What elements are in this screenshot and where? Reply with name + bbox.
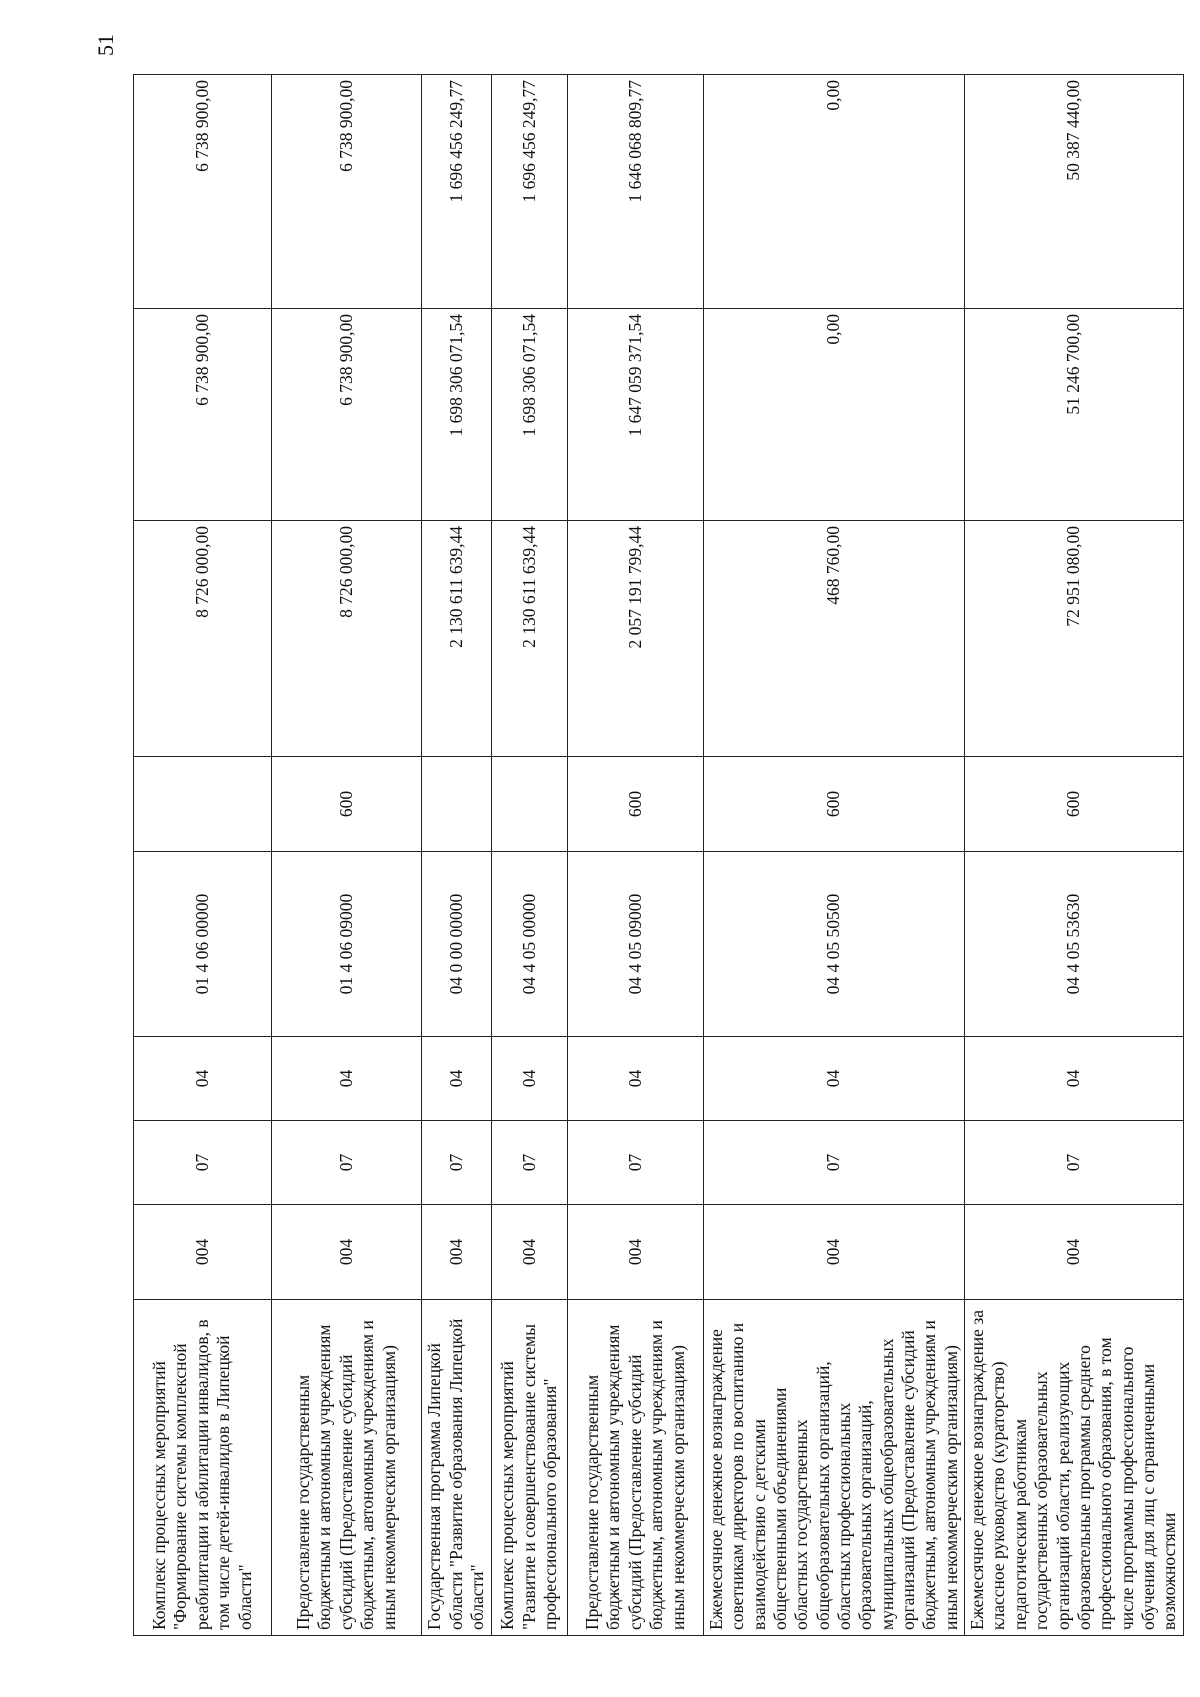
row-name: Предоставление государственным бюджетным и автономным учреждениям субсидий (Предоставление субсидий бюджетным, автономным учреждениям и иным некоммерческим организациям) [568, 1300, 704, 1636]
section-code: 07 [134, 1121, 272, 1205]
amount-year-3: 1 696 456 249,77 [492, 75, 568, 309]
section-code: 07 [492, 1121, 568, 1205]
admin-code: 004 [272, 1205, 422, 1300]
target-article-code: 04 0 00 00000 [422, 852, 492, 1037]
amount-year-2: 1 698 306 071,54 [422, 309, 492, 521]
admin-code: 004 [965, 1205, 1183, 1300]
table-row [422, 75, 492, 1636]
subsection-code: 04 [492, 1037, 568, 1121]
table-row [965, 75, 1183, 1636]
amount-year-2: 6 738 900,00 [134, 309, 272, 521]
row-name: Комплекс процессных мероприятий "Развитие и совершенствование системы профессионального образования" [492, 1300, 568, 1636]
expense-type-code [134, 757, 272, 852]
admin-code: 004 [568, 1205, 704, 1300]
row-name: Ежемесячное денежное вознаграждение за классное руководство (кураторство) педагогическим работникам государственных образовательных организаций области, реализующих образовательные программы среднего профессионального образования, в том числе программы профессионального обучения для лиц с ограниченными возможностями [965, 1300, 1183, 1636]
subsection-code: 04 [568, 1037, 704, 1121]
amount-year-2: 0,00 [704, 309, 965, 521]
amount-year-3: 50 387 440,00 [965, 75, 1183, 309]
section-code: 07 [568, 1121, 704, 1205]
subsection-code: 04 [422, 1037, 492, 1121]
expense-type-code [492, 757, 568, 852]
expense-type-code: 600 [568, 757, 704, 852]
admin-code: 004 [422, 1205, 492, 1300]
admin-code: 004 [492, 1205, 568, 1300]
target-article-code: 04 4 05 50500 [704, 852, 965, 1037]
subsection-code: 04 [134, 1037, 272, 1121]
section-code: 07 [422, 1121, 492, 1205]
expense-type-code: 600 [965, 757, 1183, 852]
amount-year-2: 1 698 306 071,54 [492, 309, 568, 521]
amount-year-1: 2 057 191 799,44 [568, 521, 704, 757]
amount-year-2: 51 246 700,00 [965, 309, 1183, 521]
subsection-code: 04 [704, 1037, 965, 1121]
table-row [272, 75, 422, 1636]
admin-code: 004 [134, 1205, 272, 1300]
rotated-page-content [93, 34, 1180, 1636]
table-row [568, 75, 704, 1636]
amount-year-3: 6 738 900,00 [134, 75, 272, 309]
admin-code: 004 [704, 1205, 965, 1300]
target-article-code: 01 4 06 09000 [272, 852, 422, 1037]
amount-year-1: 468 760,00 [704, 521, 965, 757]
amount-year-2: 1 647 059 371,54 [568, 309, 704, 521]
amount-year-3: 6 738 900,00 [272, 75, 422, 309]
amount-year-3: 0,00 [704, 75, 965, 309]
table-row [134, 75, 272, 1636]
target-article-code: 04 4 05 53630 [965, 852, 1183, 1037]
table-row [704, 75, 965, 1636]
target-article-code: 04 4 05 00000 [492, 852, 568, 1037]
subsection-code: 04 [272, 1037, 422, 1121]
section-code: 07 [704, 1121, 965, 1205]
table-body [134, 75, 1184, 1636]
row-name: Ежемесячное денежное вознаграждение советникам директоров по воспитанию и взаимодействию с детскими общественными объединениями областных государственных общеобразовательных организаций, областных профессиональных образовательных организаций, муниципальных общеобразовательных организаций (Предоставление субсидий бюджетным, автономным учреждениям и иным некоммерческим организациям) [704, 1300, 965, 1636]
row-name: Государственная программа Липецкой области "Развитие образования Липецкой области" [422, 1300, 492, 1636]
target-article-code: 04 4 05 09000 [568, 852, 704, 1037]
expense-type-code: 600 [704, 757, 965, 852]
amount-year-1: 8 726 000,00 [134, 521, 272, 757]
amount-year-1: 72 951 080,00 [965, 521, 1183, 757]
row-name: Комплекс процессных мероприятий "Формирование системы комплексной реабилитации и абилитации инвалидов, в том числе детей-инвалидов в Липецкой области" [134, 1300, 272, 1636]
amount-year-2: 6 738 900,00 [272, 309, 422, 521]
expense-type-code: 600 [272, 757, 422, 852]
target-article-code: 01 4 06 00000 [134, 852, 272, 1037]
budget-table [133, 74, 1184, 1636]
expense-type-code [422, 757, 492, 852]
amount-year-3: 1 646 068 809,77 [568, 75, 704, 309]
table-row [492, 75, 568, 1636]
row-name: Предоставление государственным бюджетным и автономным учреждениям субсидий (Предоставление субсидий бюджетным, автономным учреждениям и иным некоммерческим организациям) [272, 1300, 422, 1636]
amount-year-1: 8 726 000,00 [272, 521, 422, 757]
page-number: 51 [93, 34, 118, 56]
amount-year-3: 1 696 456 249,77 [422, 75, 492, 309]
amount-year-1: 2 130 611 639,44 [422, 521, 492, 757]
section-code: 07 [272, 1121, 422, 1205]
amount-year-1: 2 130 611 639,44 [492, 521, 568, 757]
section-code: 07 [965, 1121, 1183, 1205]
subsection-code: 04 [965, 1037, 1183, 1121]
